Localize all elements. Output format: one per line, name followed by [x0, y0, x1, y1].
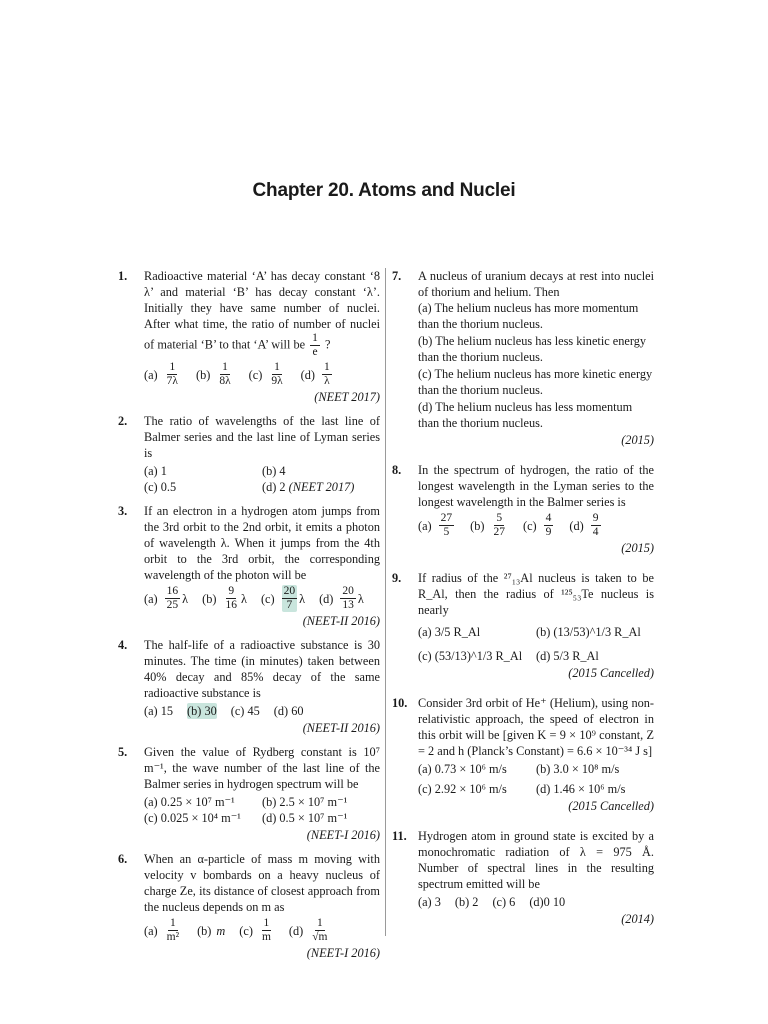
option-b[interactable]: (b) (13/53)^1/3 R_Al: [536, 625, 641, 639]
column-divider: [385, 268, 386, 936]
option-b[interactable]: (b) $\frac{9}{16}$ λ: [202, 585, 247, 611]
question-2: [118, 413, 380, 495]
question-text: The half-life of a radioactive substance is 30 minutes. The time (in minutes) taken between 40% decay and 85% decay of the same radioactive substance is: [144, 638, 380, 700]
option-c[interactable]: (c) $\frac{1}{m}$: [239, 917, 271, 943]
question-text: Radioactive material ‘A’ has decay constant ‘8 λ’ and material ‘B’ has decay constant ‘λ’. Initially they have same number of nuclei. After what time, the ratio of number of nuclei of material ‘B’ to that ‘A’ will be $\frac{1}{e}$ ?: [144, 269, 380, 358]
option-c[interactable]: (c) 0.5: [144, 480, 177, 494]
question-number: 3.: [118, 504, 128, 518]
question-text: When an α-particle of mass m moving with velocity v bombards on a heavy nucleus of charge Ze, its distance of closest approach from the nucleus depends on m as: [144, 852, 380, 914]
option-c[interactable]: (c) $\frac{4}{9}$: [523, 512, 552, 538]
question-number: 10.: [392, 696, 408, 710]
exam-source: (2014): [621, 912, 654, 926]
question-1: [118, 268, 380, 405]
options: [144, 917, 380, 944]
question-number: 9.: [392, 571, 402, 585]
question-3: [118, 503, 380, 629]
question-text: Hydrogen atom in ground state is excited by a monochromatic radiation of λ = 975 Å. Number of spectral lines in the resulting spectrum emitted will be: [418, 829, 654, 891]
question-9: [392, 570, 654, 681]
option-b[interactable]: (b) $\frac{1}{8\lambda}$: [195, 361, 231, 387]
exam-source: (NEET-II 2016): [302, 614, 380, 628]
exam-source: (NEET 2017): [288, 480, 355, 494]
question-7: [392, 268, 654, 448]
question-number: 2.: [118, 414, 128, 428]
option-b[interactable]: (b) 30: [187, 704, 217, 718]
question-8: [392, 462, 654, 556]
question-number: 11.: [392, 829, 407, 843]
question-number: 6.: [118, 852, 128, 866]
exam-source: (NEET-I 2016): [306, 828, 380, 842]
option-d[interactable]: (d) 1.46 × 10⁶ m/s: [536, 782, 626, 796]
option-a[interactable]: (a) $\frac{16}{25}$ λ: [144, 585, 189, 611]
question-number: 7.: [392, 269, 402, 283]
options: [418, 894, 654, 910]
option-c[interactable]: (c) 6: [492, 895, 516, 909]
options: [144, 463, 380, 495]
question-11: [392, 828, 654, 927]
exam-source: (2015 Cancelled): [568, 666, 654, 680]
exam-source: (2015 Cancelled): [568, 799, 654, 813]
question-5: [118, 744, 380, 843]
options: [144, 361, 380, 388]
question-number: 4.: [118, 638, 128, 652]
option-d[interactable]: (d) $\frac{9}{4}$: [569, 512, 599, 538]
options: [144, 703, 380, 719]
right-column: [392, 268, 654, 927]
exam-source: (2015): [621, 433, 654, 447]
exam-source: (2015): [621, 541, 654, 555]
exam-source: (NEET 2017): [314, 390, 380, 404]
option-a[interactable]: (a) The helium nucleus has more momentum than the thorium nucleus.: [418, 301, 639, 331]
option-d[interactable]: (d) $\frac{1}{√m}$: [288, 917, 328, 943]
option-b[interactable]: (b) 2: [454, 895, 479, 909]
question-number: 5.: [118, 745, 128, 759]
option-a[interactable]: (a) 3/5 R_Al: [418, 625, 481, 639]
question-10: [392, 695, 654, 814]
question-number: 8.: [392, 463, 402, 477]
option-c[interactable]: (c) (53/13)^1/3 R_Al: [418, 649, 523, 663]
question-text: Given the value of Rydberg constant is 10⁷ m⁻¹, the wave number of the last line of the Balmer series in hydrogen spectrum will be: [144, 745, 380, 791]
options: [418, 512, 654, 539]
option-c[interactable]: (c) 2.92 × 10⁶ m/s: [418, 782, 507, 796]
option-b[interactable]: (b) 4: [262, 464, 286, 478]
option-d[interactable]: (d) $\frac{20}{13}$ λ: [319, 585, 364, 611]
options: [418, 761, 654, 797]
option-d[interactable]: (d) 60: [273, 704, 304, 718]
option-a[interactable]: (a) 1: [144, 464, 167, 478]
option-d[interactable]: (d) $\frac{1}{\lambda}$: [300, 361, 330, 387]
options: [144, 794, 380, 826]
option-a[interactable]: (a) $\frac{1}{7\lambda}$: [144, 361, 178, 387]
option-d[interactable]: (d) The helium nucleus has less momentum than the thorium nucleus.: [418, 400, 633, 430]
option-c[interactable]: (c) The helium nucleus has more kinetic energy than the thorium nucleus.: [418, 367, 653, 397]
option-c[interactable]: (c) $\frac{20}{7}$ λ: [260, 585, 306, 611]
question-text: Consider 3rd orbit of He⁺ (Helium), using non-relativistic approach, the speed of electron in this orbit will be [given K = 9 × 10⁹ constant, Z = 2 and h (Planck’s Constant) = 6.6 × 10⁻³⁴ J s]: [418, 696, 654, 758]
option-d[interactable]: (d) 0.5 × 10⁷ m⁻¹: [262, 811, 348, 825]
options: [418, 624, 654, 664]
question-4: [118, 637, 380, 736]
option-c[interactable]: (c) 45: [230, 704, 260, 718]
question-6: [118, 851, 380, 961]
option-b[interactable]: (b) 2.5 × 10⁷ m⁻¹: [262, 795, 348, 809]
option-a[interactable]: (a) 0.73 × 10⁶ m/s: [418, 762, 507, 776]
option-c[interactable]: (c) $\frac{1}{9\lambda}$: [248, 361, 283, 387]
options: [144, 585, 380, 612]
option-b[interactable]: (b) m: [197, 923, 226, 938]
ratio-fraction: $\frac{1}{e}$: [312, 332, 318, 358]
left-column: [118, 268, 380, 961]
option-b[interactable]: (b) 3.0 × 10⁸ m/s: [536, 762, 620, 776]
option-a[interactable]: (a) 0.25 × 10⁷ m⁻¹: [144, 795, 235, 809]
question-text: A nucleus of uranium decays at rest into nuclei of thorium and helium. Then: [418, 269, 654, 299]
question-text: The ratio of wavelengths of the last line of Balmer series and the last line of Lyman series is: [144, 414, 380, 460]
question-text: In the spectrum of hydrogen, the ratio of the longest wavelength in the Lyman series to the longest wavelength in the Balmer series is: [418, 463, 654, 509]
option-d[interactable]: (d)0 10: [529, 895, 566, 909]
option-d[interactable]: (d) 5/3 R_Al: [536, 649, 599, 663]
option-a[interactable]: (a) 3: [418, 895, 441, 909]
option-d[interactable]: (d) 2 (NEET 2017): [262, 480, 355, 494]
question-text: If radius of the ²⁷₁₃Al nucleus is taken to be R_Al, then the radius of ¹²⁵₅₃Te nucleus is nearly: [418, 571, 654, 617]
option-c[interactable]: (c) 0.025 × 10⁴ m⁻¹: [144, 811, 241, 825]
option-b[interactable]: (b) The helium nucleus has less kinetic energy than the thorium nucleus.: [418, 334, 647, 364]
exam-source: (NEET-I 2016): [306, 946, 380, 960]
option-b[interactable]: (b) $\frac{5}{27}$: [470, 512, 505, 538]
chapter-title: Chapter 20. Atoms and Nuclei: [252, 180, 516, 201]
question-text: If an electron in a hydrogen atom jumps from the 3rd orbit to the 2nd orbit, it emits a photon of wavelength λ. When it jumps from the 4th orbit to the 3rd orbit, the corresponding wavelength of the photon will be: [144, 504, 380, 582]
question-number: 1.: [118, 269, 128, 283]
exam-source: (NEET-II 2016): [302, 721, 380, 735]
option-a[interactable]: (a) $\frac{1}{\text{m²}}$: [144, 917, 180, 943]
option-a[interactable]: (a) 15: [144, 704, 174, 718]
option-a[interactable]: (a) $\frac{27}{5}$: [418, 512, 453, 538]
